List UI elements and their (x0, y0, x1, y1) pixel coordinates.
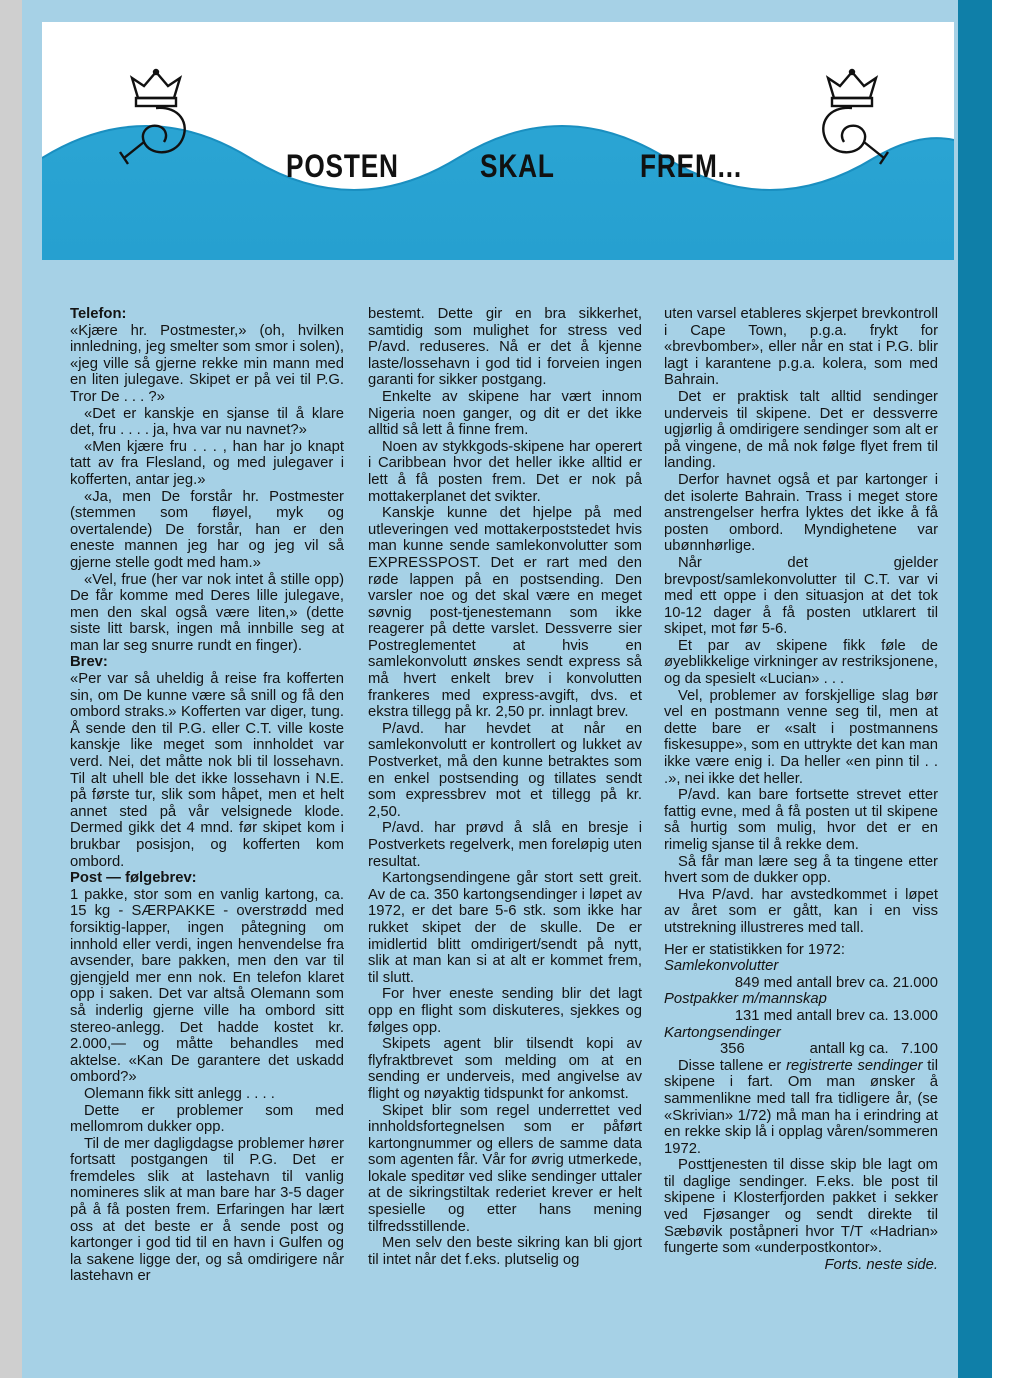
text: Disse tallene er (678, 1057, 787, 1074)
paragraph: Det er praktisk talt alltid sendinger underveis til skipene. Det er dessverre ugjørlig å omdirigere sendinger som alt er på vingene, de må nok følge flyet frem til landing. (664, 388, 938, 472)
paragraph: P/avd. har hevdet at når en samlekonvolutt er kontrollert og lukket av Postverket, må den kunne betraktes som en enkel postsending og tillates sendt som expressbrev mot et tillegg på kr. 2,50. (368, 720, 642, 820)
paragraph-registrerte (664, 1058, 938, 1158)
continued-note: Forts. neste side. (824, 1256, 938, 1273)
title-word-skal: SKAL (480, 148, 555, 184)
paragraph: bestemt. Dette gir en bra sikkerhet, samtidig som mulighet for stress ved P/avd. reduseres. Nå er det å kjenne laste/lossehavn i god tid i forveien ingen garanti for sikker postgang. (368, 306, 642, 389)
paragraph: «Det er kanskje en sjanse til å klare det, fru . . . . ja, hva var nu navnet?» (70, 405, 344, 439)
paragraph: uten varsel etableres skjerpet brevkontroll i Cape Town, p.g.a. frykt for «brevbomber», eller når en stat i P.G. blir lagt i karantene p.g.a. kolera, som med Bahrain. (664, 306, 938, 389)
paragraph: Olemann fikk sitt anlegg . . . . (84, 1085, 275, 1102)
emphasis-text: registrerte sendinger (786, 1057, 923, 1074)
subheading-brev: Brev: (70, 654, 108, 671)
article-column-1 (70, 306, 344, 1285)
paragraph: Derfor havnet også et par kartonger i det isolerte Bahrain. Trass i meget store anstrengelser herfra lyktes det ikke å få posten ombord. Myndighetene var ubønnhørlige. (664, 471, 938, 555)
stat-value-samlekonvolutter: 849 med antall brev ca. 21.000 (734, 974, 938, 991)
article-column-3 (664, 306, 938, 1273)
paragraph: P/avd. kan bare fortsette strevet etter fattig evne, med å få posten ut til skipene så hurtig som mulig, hvor det er en rimelig sjanse til å rekke dem. (664, 787, 938, 853)
paragraph: Enkelte av skipene har vært innom Nigeria noen ganger, og dit er det ikke alltid så lett å finne frem. (368, 388, 642, 439)
subheading-post: Post — følgebrev: (70, 870, 197, 887)
paragraph: For hver eneste sending blir det lagt opp en flight som diskuteres, sjekkes og følges opp. (368, 986, 642, 1036)
paragraph: Når det gjelder brevpost/samlekonvolutter til C.T. var vi med ett oppe i den situasjon at det tok 10-12 dager å få posten utklarert til skipet, mot før 5-6. (664, 554, 938, 638)
statistics-intro: Her er statistikken for 1972: (664, 941, 845, 958)
paragraph: Kanskje kunne det hjelpe på med utleveringen ved mottakerpoststedet hvis man kunne sende samlekonvolutter som EXPRESSPOST. Det er rart med den røde lappen på en postsending. Den varsler noe og det skal være en meget søvnig post-tjenestemann som ikke reagerer på dette varslet. Dessverre sier Postreglementet at hvis en samlekonvolutt ønskes sendt express så må hvert enkelt brev i konvolutten frankeres med express-avgift, dvs. et ekstra tillegg på kr. 2,50 pr. innlagt brev. (368, 505, 642, 721)
stat-value-kartongsendinger: antall kg ca. 7.100 (809, 1041, 938, 1058)
paragraph: «Kjære hr. Postmester,» (oh, hvilken innledning, jeg smelter som smor i solen), «jeg ville så gjerne rekke min mann med en liten julegave. Skipet er på vei til P.G. Tror De . . . ?» (70, 322, 344, 405)
article-column-2 (368, 306, 642, 1268)
stat-number-kartongsendinger: 356 (720, 1041, 745, 1058)
crown-posthorn-icon (116, 68, 196, 168)
title-word-posten: POSTEN (286, 148, 399, 184)
stat-row-kartongsendinger (664, 1041, 938, 1058)
paragraph: Kartongsendingene går stort sett greit. Av de ca. 350 kartongsendinger i løpet av 1972, er det bare 5-6 stk. som ikke har rukket skipet der de skulle. De er imidlertid blitt omdirigert/sendt på nytt, slik at man kan si at alt er kommet frem, til slutt. (368, 870, 642, 986)
title-word-frem: FREM... (640, 148, 742, 184)
paragraph: Dette er problemer som med mellomrom dukker opp. (70, 1102, 344, 1136)
header-banner (42, 22, 954, 260)
paragraph: Posttjenesten til disse skip ble lagt om til daglige sendinger. F.eks. ble post til skipene i Klosterfjorden pakket i sekker ved Fjøsanger og sendt direkte til Sæbøvik poståpneri hvor T/T «Hadrian» fungerte som «underpostkontor». (664, 1157, 938, 1257)
text: til skipene i fart. Om man ønsker å sammenlikne med tall fra tidligere år, (se «Skrivian» 1/72) må man ha i erindring at en rekke skip lå i opplag våren/sommeren 1972. (664, 1057, 938, 1157)
paragraph: Til de mer dagligdagse problemer hører fortsatt postgangen til P.G. Det er fremdeles slik at lastehavn til vanlig nomineres slik at man bare har 3-5 dager på å få posten frem. Erfaringen har lært oss at det beste er å sende post og kartonger i god tid til en havn i Gulfen og la sakene ligge der, og så omdirigere når lastehavn er (70, 1135, 344, 1285)
stat-label-kartongsendinger: Kartongsendinger (664, 1024, 781, 1041)
paragraph: «Per var så uheldig å reise fra kofferten sin, om De kunne være så snill og få den ombord straks.» Kofferten var diger, tung. Å sende den til P.G. eller C.T. ville koste kanskje like meget som innholdet var verd. Nei, det måtte nok bli til lossehavn. Til alt uhell ble det ikke lossehavn i N.E. på første tur, slik som håpet, men et helt annet sted på vår velsignede klode. Dermed gikk det 4 mnd. før skipet kom i brukbar posisjon, og kofferten kom ombord. (70, 671, 344, 870)
paragraph: Et par av skipene fikk føle de øyeblikkelige virkninger av restriksjonene, og da spesielt «Lucian» . . . (664, 637, 938, 688)
paragraph: «Ja, men De forstår hr. Postmester (stemmen som fløyel, myk og overtalende) De forstår, han er den eneste mannen jeg har og jeg vil så gjerne stelle godt med ham.» (70, 488, 344, 571)
paragraph: Skipets agent blir tilsendt kopi av flyfraktbrevet som melding om at en sending er underveis, med angivelse av flight og nøyaktig tidspunkt for ankomst. (368, 1036, 642, 1102)
subheading-telefon: Telefon: (70, 306, 127, 322)
paragraph: Så får man lære seg å ta tingene etter hvert som de dukker opp. (664, 853, 938, 887)
paragraph: Men selv den beste sikring kan bli gjort til intet når det f.eks. plutselig og (368, 1235, 642, 1268)
crown-posthorn-icon (812, 68, 892, 168)
page-edge-strip (958, 0, 992, 1378)
paragraph: Hva P/avd. har avstedkommet i løpet av året som er gått, kan i en viss utstrekning illustreres med tall. (664, 886, 938, 936)
paragraph: Skipet blir som regel underrettet ved innholdsfortegnelsen som er påført kartongnummer og ellers de samme data som agenten får. Vår for øvrig utmerkede, lokale speditør ved slike sendinger uttaler at de sikringstiltak rederiet krever er helt spesielle og etter hans mening tilfredsstillende. (368, 1102, 642, 1235)
paragraph: Vel, problemer av forskjellige slag bør vel en postmann venne seg til, men at dette bare er «salt i postmannens fiskesuppe», som en uttrykte det kan man ikke være enig i. Da heller «en pinn til . . .», nei ikke det heller. (664, 687, 938, 787)
stat-label-postpakker: Postpakker m/mannskap (664, 991, 827, 1008)
stat-label-samlekonvolutter: Samlekonvolutter (664, 958, 779, 975)
page-binding-edge (0, 0, 24, 1378)
paragraph: «Vel, frue (her var nok intet å stille opp) De får komme med Deres lille julegave, men den skal også være liten,» (dette siste litt barsk, ingen må innbille seg at man lar seg snurre rundt en finger). (70, 571, 344, 654)
stat-value-postpakker: 131 med antall brev ca. 13.000 (734, 1007, 938, 1024)
paragraph: P/avd. har prøvd å slå en bresje i Postverkets regelverk, men foreløpig uten resultat. (368, 820, 642, 870)
paragraph: «Men kjære fru . . . , han har jo knapt tatt av fra Flesland, og med julegaver i kofferten, antar jeg.» (70, 438, 344, 488)
paragraph: 1 pakke, stor som en vanlig kartong, ca. 15 kg - SÆRPAKKE - overstrødd med forsiktig-lapper, ingen påtegning om innhold eller verdi, ingen henvendelse fra avsender, bare pakken, men den var til gjengjeld mer enn nok. En telefon klaret opp i saken. Det var altså Olemann som så inderlig gjerne ville ha ombord sitt stereo-anlegg. Det hadde kostet kr. 2.000,— og måtte behandles med aktelse. «Kan De garantere det uskadd ombord?» (70, 886, 344, 1086)
paragraph: Noen av stykkgods-skipene har operert i Caribbean hvor det heller ikke alltid er lett å få posten frem. Det er nok på mottakerplanet det svikter. (368, 438, 642, 505)
